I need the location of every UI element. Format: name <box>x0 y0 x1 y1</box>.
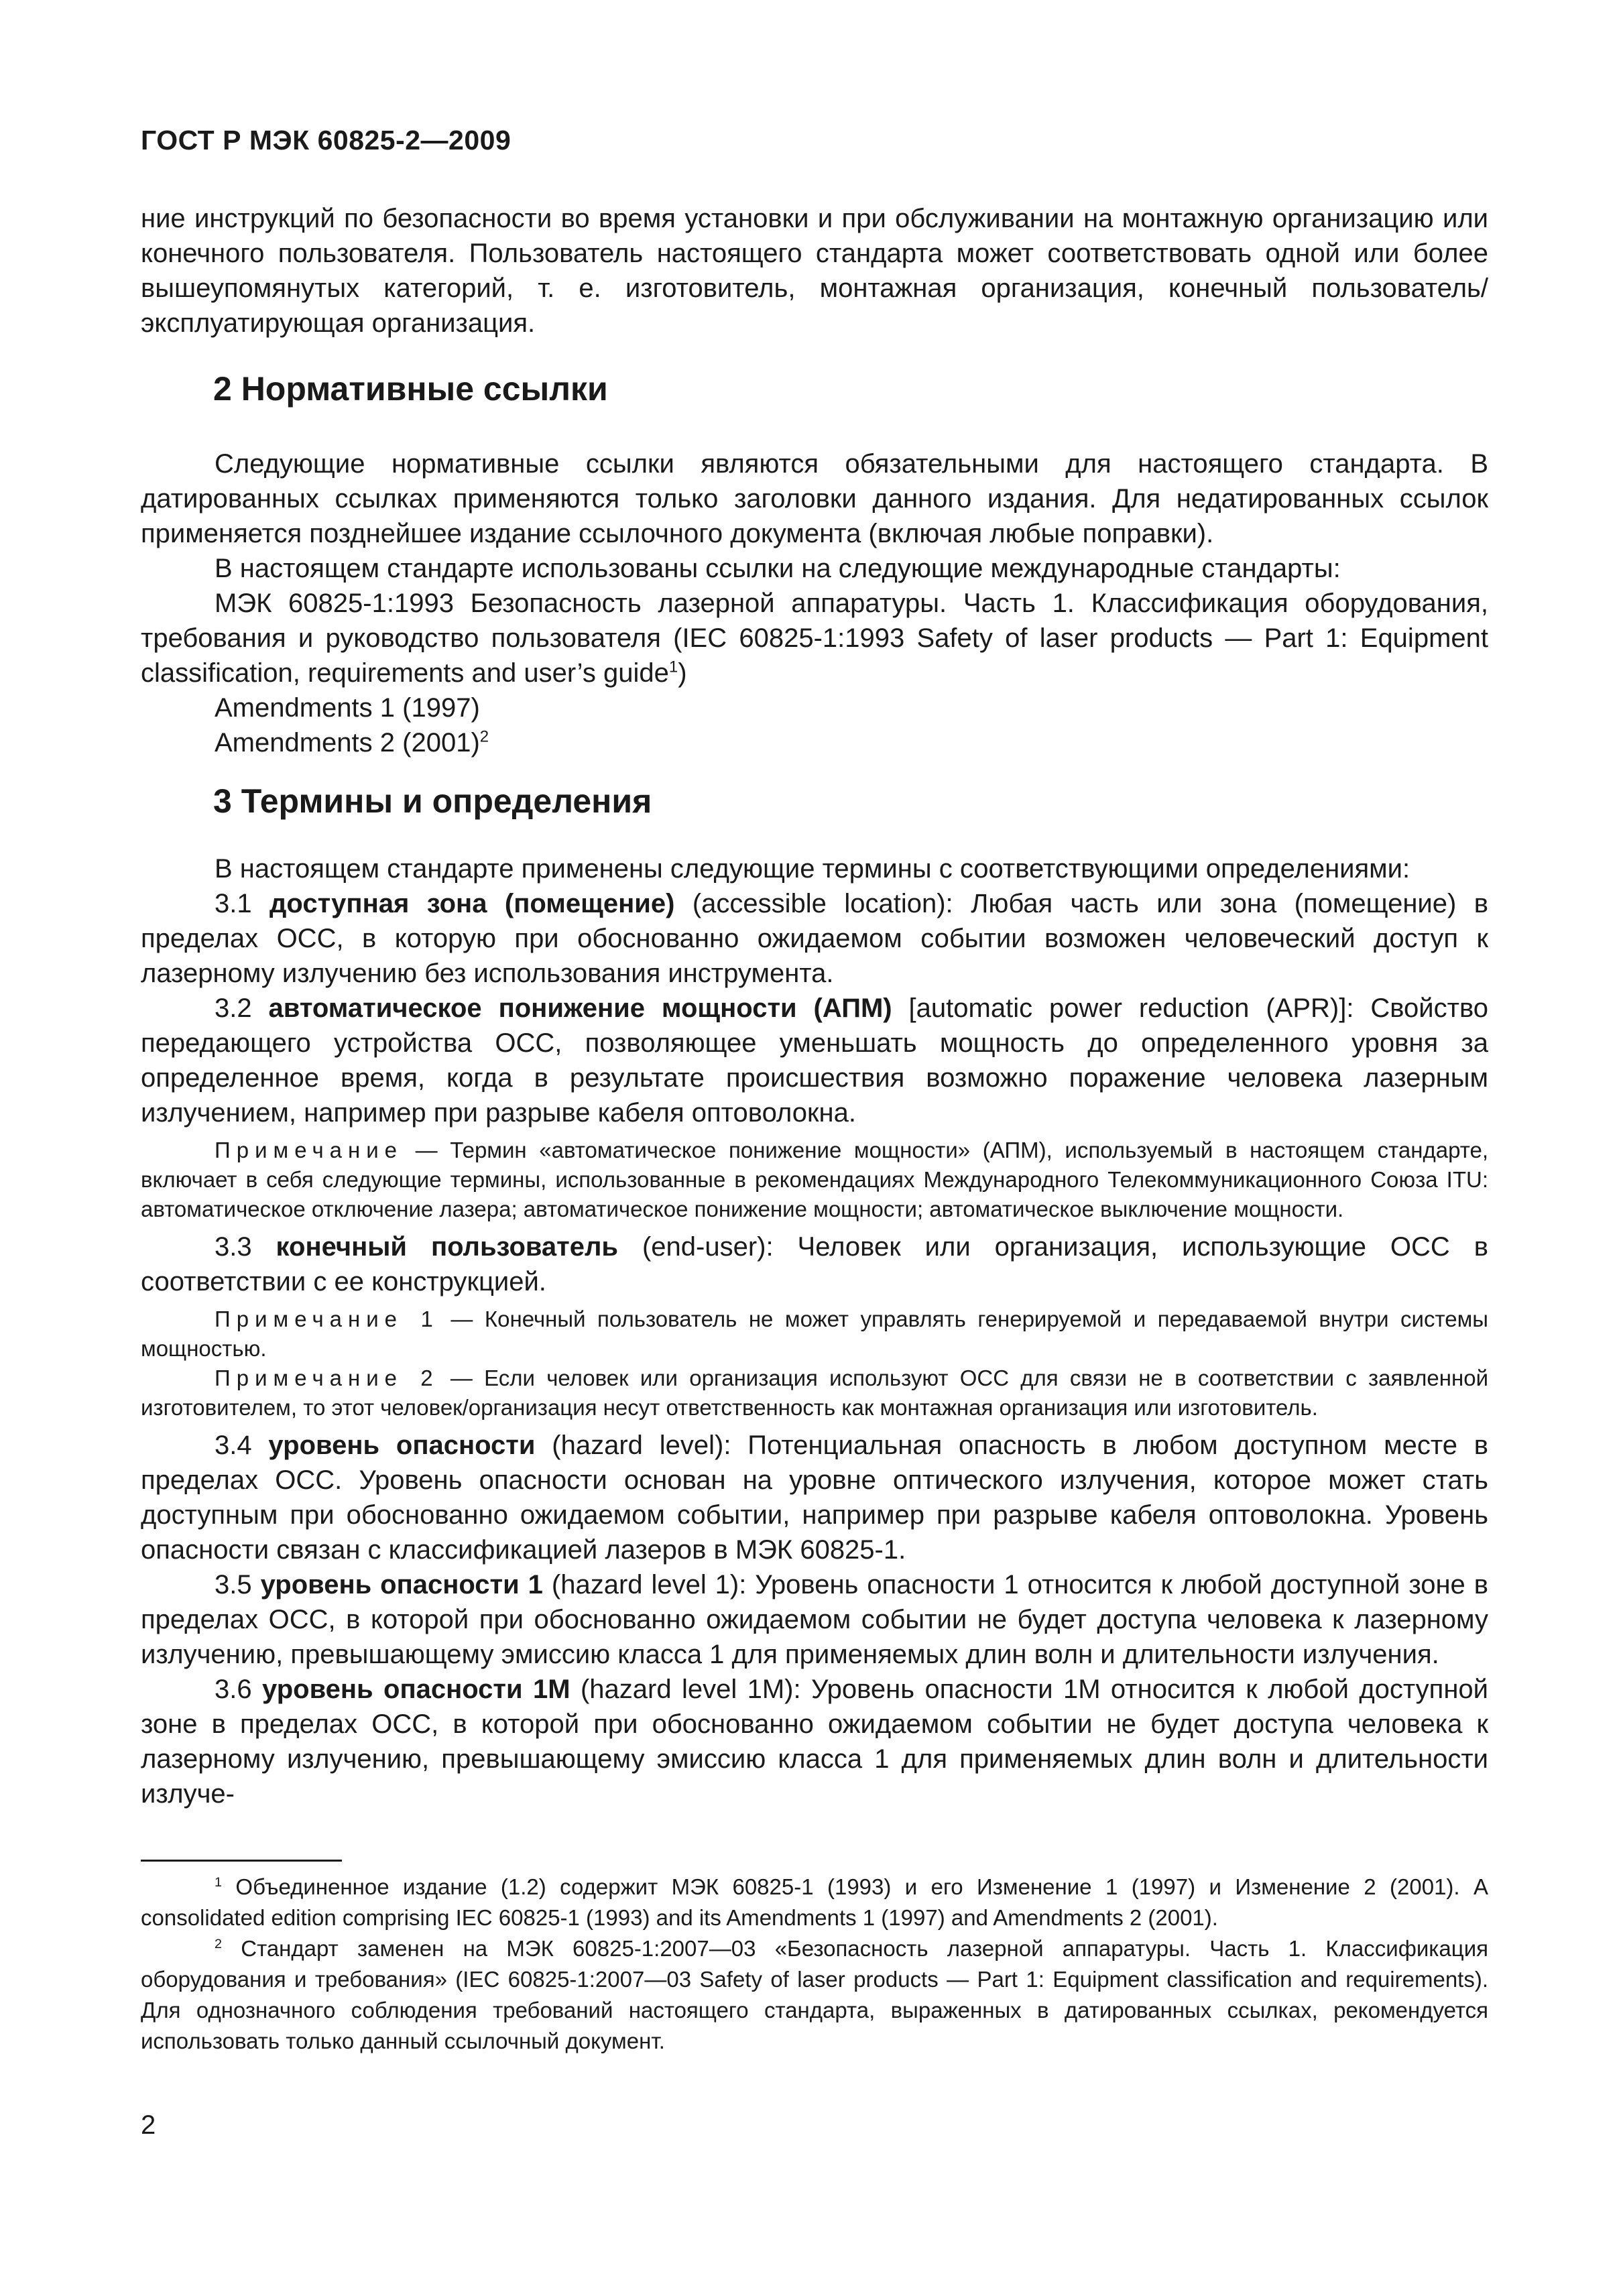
term-3-2-number: 3.2 <box>215 993 269 1023</box>
note-3-3-1-label: Примечание 1 <box>215 1307 439 1331</box>
term-3-3-number: 3.3 <box>215 1232 276 1262</box>
footnote-2-mark: 2 <box>215 1937 223 1951</box>
section-2-heading: 2 Нормативные ссылки <box>213 370 608 408</box>
term-3-3-definition: (end-user): Человек или организация, использующие ОСС в соответствии с ее конструкцией. <box>141 1232 1488 1296</box>
term-3-1-definition: (accessible location): Любая часть или зона (помещение) в пределах ОСС, в которую при обоснованно ожидаемом событии возможен человеческий доступ к лазерному излучению без использования инструмента. <box>141 889 1488 988</box>
term-3-5-title: уровень опасности 1 <box>260 1570 543 1599</box>
section-2-paragraph-2: В настоящем стандарте использованы ссылки на следующие международные стандарты: <box>215 554 1341 583</box>
section-2-reference <box>141 586 1488 690</box>
term-3-1-number: 3.1 <box>215 889 270 918</box>
section-2-body <box>141 446 1488 760</box>
footnote-separator <box>141 1860 342 1862</box>
reference-close: ) <box>678 658 687 688</box>
term-3-6-definition: (hazard level 1M): Уровень опасности 1М относится к любой доступной зоне в пределах ОСС, в которой при обоснованно ожидаемом событии не будет доступа человека к лазерному излучению, превышающему эмиссию класса 1 для применяемых длин волн и длительности излуче- <box>141 1675 1489 1809</box>
note-3-2 <box>141 1136 1488 1224</box>
term-3-5-definition: (hazard level 1): Уровень опасности 1 относится к любой доступной зоне в пределах ОСС, в которой при обоснованно ожидаемом событии не будет доступа человека к лазерному излучению, превышающему эмиссию класса 1 для применяемых длин волн и длительности излучения. <box>141 1570 1489 1669</box>
term-3-1 <box>141 886 1488 991</box>
term-3-4-title: уровень опасности <box>268 1431 536 1460</box>
term-3-6 <box>141 1672 1488 1811</box>
note-3-3-1-text: — Конечный пользователь не может управлять генерируемой и передаваемой внутри системы мощностью. <box>141 1307 1488 1361</box>
term-3-2-title: автоматическое понижение мощности (АПМ) <box>268 993 892 1023</box>
running-header: ГОСТ Р МЭК 60825-2—2009 <box>141 125 512 156</box>
term-3-4-definition: (hazard level): Потенциальная опасность в любом доступном месте в пределах ОСС. Уровень опасности основан на уровне оптического излучения, которое может стать доступным при обоснованно ожидаемом событии, например при разрыве кабеля оптоволокна. Уровень опасности связан с классификацией лазеров в МЭК 60825-1. <box>141 1431 1488 1565</box>
term-3-5 <box>141 1567 1488 1672</box>
footnote-2 <box>141 1933 1488 2057</box>
amendment-2 <box>141 725 1488 760</box>
term-3-2-definition: [automatic power reduction (APR)]: Свойство передающего устройства ОСС, позволяющее уменьшать мощность до определенного уровня за определенное время, когда в результате происшествия возможно поражение человека лазерным излучением, например при разрыве кабеля оптоволокна. <box>141 993 1489 1128</box>
note-3-3-2-label: Примечание 2 <box>215 1366 439 1390</box>
note-3-3-2-text: — Если человек или организация используют ОСС для связи не в соответствии с заявленной изготовителем, то этот человек/организация несут ответственность как монтажная организация или изготовитель. <box>141 1366 1489 1420</box>
section-3-body <box>141 851 1488 1811</box>
footnote-ref-2: 2 <box>479 727 489 746</box>
term-3-4 <box>141 1428 1488 1567</box>
term-3-3-title: конечный пользователь <box>276 1232 619 1262</box>
footnote-1-text: Объединенное издание (1.2) содержит МЭК 60825-1 (1993) и его Изменение 1 (1997) и Изменение 2 (2001). A consolidated edition comprising IEC 60825-1 (1993) and its Amendments 1 (1997) and Amendments 2 (2001). <box>141 1874 1488 1930</box>
term-3-4-number: 3.4 <box>215 1431 269 1460</box>
note-3-2-label: Примечание <box>215 1138 404 1162</box>
footnote-ref-1: 1 <box>668 658 678 676</box>
footnote-1 <box>141 1872 1488 1933</box>
footnote-1-mark: 1 <box>215 1875 223 1890</box>
section-3-heading: 3 Термины и определения <box>213 782 652 820</box>
term-3-3 <box>141 1229 1488 1299</box>
note-3-3-2 <box>141 1364 1488 1423</box>
section-2-paragraph-1: Следующие нормативные ссылки являются обязательными для настоящего стандарта. В датированных ссылках применяются только заголовки данного издания. Для недатированных ссылок применяется позднейшее издание ссылочного документа (включая любые поправки). <box>141 449 1488 548</box>
page-number: 2 <box>141 2110 156 2140</box>
reference-text: МЭК 60825-1:1993 Безопасность лазерной аппаратуры. Часть 1. Классификация оборудования, требования и руководство пользователя (IEC 60825-1:1993 Safety of laser products — Part 1: Equipment classification, requirements and user’s guide <box>141 589 1488 688</box>
section-3-intro: В настоящем стандарте применены следующие термины с соответствующими определениями: <box>215 854 1410 884</box>
note-3-3-1 <box>141 1305 1488 1364</box>
intro-paragraph-block <box>141 201 1488 341</box>
intro-paragraph: ние инструкций по безопасности во время установки и при обслуживании на монтажную организацию или конечного пользователя. Пользователь настоящего стандарта может соответствовать одной или более вышеупомянутых категорий, т. е. изготовитель, монтажная организация, конечный пользователь/эксплуатирующая организация. <box>141 204 1488 338</box>
amendment-2-text: Amendments 2 (2001) <box>215 728 480 758</box>
footnotes <box>141 1872 1488 2057</box>
term-3-6-title: уровень опасности 1М <box>262 1675 570 1704</box>
term-3-1-title: доступная зона (помещение) <box>269 889 675 918</box>
amendment-1: Amendments 1 (1997) <box>215 693 480 723</box>
term-3-6-number: 3.6 <box>215 1675 262 1704</box>
footnote-2-text: Стандарт заменен на МЭК 60825-1:2007—03 «Безопасность лазерной аппаратуры. Часть 1. Классификация оборудования и требования» (IEC 60825-1:2007—03 Safety of laser products — Part 1: Equipment classification and requirements). Для однозначного соблюдения требований настоящего стандарта, выраженных в датированных ссылках, рекомендуется использовать только данный ссылочный документ. <box>141 1936 1488 2053</box>
note-3-2-text: — Термин «автоматическое понижение мощности» (АПМ), используемый в настоящем стандарте, включает в себя следующие термины, использованные в рекомендациях Международного Телекоммуникационного Союза ITU: автоматическое отключение лазера; автоматическое понижение мощности; автоматическое выключение мощности. <box>141 1138 1488 1221</box>
term-3-2 <box>141 991 1488 1130</box>
term-3-5-number: 3.5 <box>215 1570 261 1599</box>
